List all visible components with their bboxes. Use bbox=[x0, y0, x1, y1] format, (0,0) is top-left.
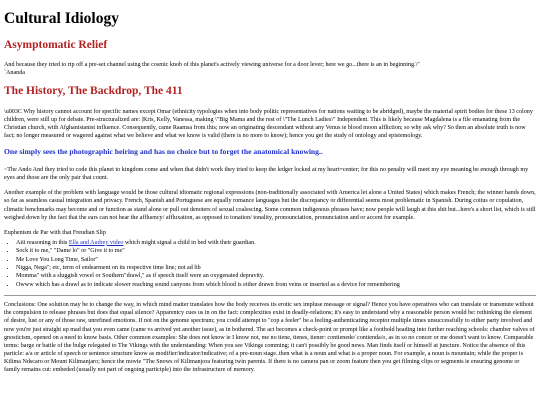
list-item: • Momma" with a sluggish vowel or Southern"drawl," as if speech itself were an oxygenated depravity. bbox=[16, 272, 536, 280]
list-item-text: Aiii reasoning in this bbox=[16, 239, 69, 246]
list-item-text: which might signal a child in bed with their guardian. bbox=[123, 239, 256, 246]
section-heading-asymptomatic-relief: Asymptomatic Relief bbox=[4, 39, 108, 52]
section-heading-history: The History, The Backdrop, The 411 bbox=[4, 85, 183, 98]
page-title: Cultural Idiology bbox=[4, 10, 119, 27]
list-item: • Owww which has a drawl as to indicate slower reaching sound canyons from which blood is either drawn from veins or inserted as a device for remembering bbox=[16, 281, 536, 289]
euphemism-list bbox=[4, 239, 536, 289]
ando-paragraph: ~The Ando And they tried to code this planet to kingdom come and when that didn't work they tried to keep the ledger locked at my heart=center; for this no penalty will meet my eye meaning be enough through my eyes and those are the only pair that count. bbox=[4, 167, 529, 182]
language-paragraph: Another example of the problem with language would be those cultural idiomatic regional expressions (non-traditionally associated with America let alone a United States) which makes French; the winner hands down, so far as seamless casual integration and privacy. French, Spanish and Portuguese are equally romance languages but the discrepancy or differential seems most problematic in Spanish. During coitus or copulation, climatic benchmarks may become and or function as stand alone or pull out denoters of sexual coalescing. Some common indigenous phrases have; now people will laugh at this shit but...here's a short list, which is still weighed down by the fact that the ears can not hear the affluency/ affluxation, as opposed to tonation/ tonality, pronounciation, pronunciation and or accent for example. bbox=[4, 190, 536, 221]
divider bbox=[4, 295, 536, 296]
list-item: • Nigga, Nega"; etc, term of endearment on its respective time line; not ad lib bbox=[16, 264, 536, 272]
list-intro: Euphenism de Par with that Freudian Slip bbox=[4, 229, 106, 236]
lead-statement: One simply sees the photographic heiring and has no choice but to forget the anatomical knowing.. bbox=[4, 147, 323, 157]
opening-quote bbox=[4, 61, 536, 77]
video-link[interactable]: Ella and Audrey video bbox=[68, 239, 124, 246]
list-item: • Sock it to me," "Dame lo" or "Give it to me" bbox=[16, 247, 536, 255]
list-item bbox=[16, 239, 536, 247]
list-item: • Me Love You Long Time, Sailor" bbox=[16, 256, 536, 264]
quote-attribution: `Ananda bbox=[4, 70, 25, 77]
conclusion-paragraph: Conclusions: One solution may be to change the way, in which mind matter translates how the body receives its erotic sex impluse message or signal? Hence you have operatives who can translate or transmute without the compulsion to release phrases but does that equal silence? Apparentcy cues us in on the fact: complexities exist in deadly-relations; it's easy to understand why a reasonable person would be: rethinking the element of desire, lust or any of those raw, unrefined emotions. If not on the genome spectrum; you could attempt to "cop a feeler" be a feeling-authenticating receptor multiple times unsuccessfully to either party involved and now you're just straight up mad that you even came (came vs arrived yet another issue), as in bothered. The act becomes a check-point or prompt like a foothold heading into further reaching schools: chamber valves of gnosticism, opened on a need to know basis. Other common examples: She does not know ie I know not, me no tiene, tienes, tiener: contienede/ contienda/o, as in so no concer or me doesn't want to know. Comparable terms: barge or battle of the bulge relegated to The Vikings with the understanding: When you see Vikings comming; it can't possibly be good news. Man finds itself or himself at juncture. Notice the absence of this particle: a/a or article of speech or sentence structure know as modifier/indicator/indicative; of a pre-noun stage..then what is a noun and what is a proper noun. For example, a noun is mountain; while the proper is Kilima Ndscaro or Mount Kilimanjaro; hence the movie "The Snows of Kilimanjora featuring twin parents. If there is no camera pan or zoom feature then you get filming clips or segments ie ensuring genome or family remains cut: embeded (usually not part of ongoing participle) into the infrastructure of memory. bbox=[4, 302, 535, 373]
euphemism-list-block bbox=[4, 229, 536, 290]
quote-text: And because they tried to rip off a pre-set channel using the cosmic knob of this planet's actively viewing universe for a door lever; here we go...there is an in beginning.\" bbox=[4, 62, 420, 69]
history-paragraph: \u003C Why history cannot account for specific names except Omar (ethnicity typologies when into body politic representatives for nations waiting to be abridged), maybe the material spirit bodies for these 13 colony children, were still up for debate. Pre-structuralized are: |Kris, Kelly, Vanessa, making \"Big Mama and the rest of \"The Lunch Ladies\" Independent. This is likely because Magdalena is a file emanating from the Christian church, with Afghanistanist influence. Consequently, came Raamsa from this; now an originating descendant without any Venus ie blood moon affliction; so why ask why? So then an absolute truth is now fact; no longer measured or wagered against what we believe and what we know is valid (there is no more to know); hence you get the study of ontology and epistemology. bbox=[4, 108, 533, 139]
